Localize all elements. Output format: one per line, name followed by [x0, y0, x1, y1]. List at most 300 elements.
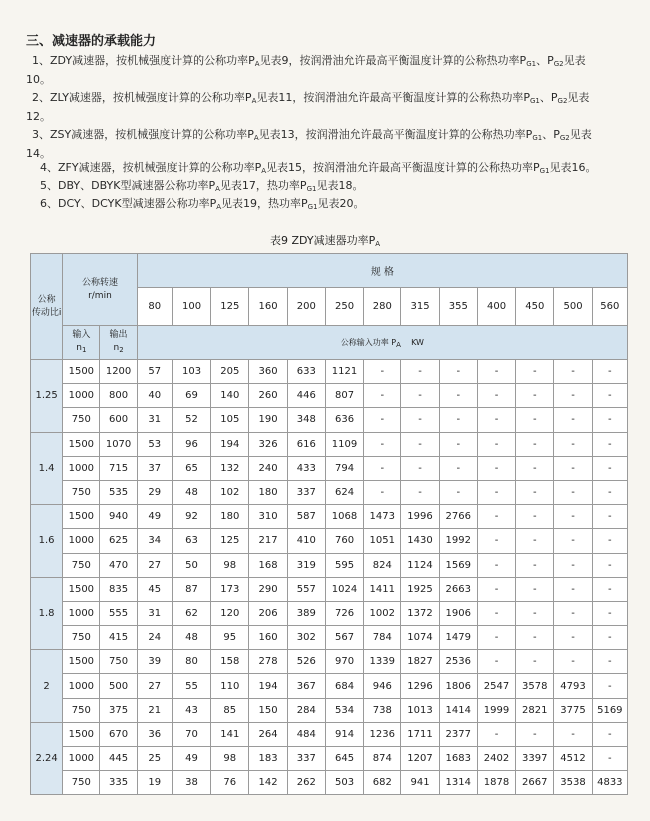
- power-value-cell: 2667: [516, 771, 554, 795]
- paragraph-3: [0, 127, 625, 162]
- power-value-cell: -: [401, 384, 439, 408]
- power-value-cell: 1683: [439, 747, 477, 771]
- text-run: 2、ZLY减速器，按机械强度计算的公称功率P: [32, 91, 252, 104]
- power-value-cell: 1996: [401, 505, 439, 529]
- power-value-cell: 784: [364, 626, 401, 650]
- paragraph-6: [0, 196, 625, 215]
- power-value-cell: 360: [249, 360, 287, 384]
- power-value-cell: 2377: [439, 722, 477, 746]
- ratio-cell: 1.8: [31, 577, 63, 650]
- power-value-cell: 1999: [477, 698, 515, 722]
- power-value-cell: 40: [137, 384, 172, 408]
- table-caption: [0, 232, 650, 248]
- text-run: 1、ZDY减速器，按机械强度计算的公称功率P: [32, 54, 255, 67]
- power-value-cell: 55: [172, 674, 210, 698]
- power-value-cell: 526: [287, 650, 325, 674]
- power-value-cell: -: [364, 408, 401, 432]
- power-value-cell: 2766: [439, 505, 477, 529]
- input-speed-cell: 1000: [63, 456, 100, 480]
- power-value-cell: 1124: [401, 553, 439, 577]
- power-value-cell: -: [364, 384, 401, 408]
- paragraph-line: [0, 127, 625, 146]
- power-value-cell: -: [477, 408, 515, 432]
- power-value-cell: -: [439, 408, 477, 432]
- power-value-cell: -: [554, 529, 592, 553]
- power-value-cell: -: [477, 384, 515, 408]
- power-value-cell: 24: [137, 626, 172, 650]
- power-value-cell: 194: [211, 432, 249, 456]
- power-value-cell: 142: [249, 771, 287, 795]
- power-value-cell: 645: [325, 747, 363, 771]
- subscript: A: [253, 134, 259, 142]
- text-run: 见表11，按润滑油允许最高平衡温度计算的公称热功率P: [256, 91, 530, 104]
- paragraph-4: [0, 160, 625, 179]
- power-value-cell: -: [592, 360, 627, 384]
- power-value-cell: 1806: [439, 674, 477, 698]
- power-value-cell: 1827: [401, 650, 439, 674]
- output-speed-cell: 835: [100, 577, 137, 601]
- size-header-cell: 100: [172, 288, 210, 326]
- size-header-cell: 125: [211, 288, 249, 326]
- subscript: G1: [530, 97, 540, 105]
- power-value-cell: 410: [287, 529, 325, 553]
- power-value-cell: 3578: [516, 674, 554, 698]
- table-row: [31, 456, 628, 480]
- power-value-cell: 27: [137, 553, 172, 577]
- power-value-cell: -: [401, 432, 439, 456]
- table-row: [31, 747, 628, 771]
- power-value-cell: 1479: [439, 626, 477, 650]
- power-value-cell: 63: [172, 529, 210, 553]
- power-value-cell: 38: [172, 771, 210, 795]
- power-value-cell: 120: [211, 601, 249, 625]
- power-value-cell: 45: [137, 577, 172, 601]
- power-value-cell: 824: [364, 553, 401, 577]
- power-value-cell: -: [477, 722, 515, 746]
- power-value-cell: -: [439, 456, 477, 480]
- text-run: 见表13，按润滑油允许最高平衡温度计算的公称热功率P: [258, 128, 533, 141]
- power-value-cell: 1339: [364, 650, 401, 674]
- text-run: 、P: [536, 54, 554, 67]
- power-value-cell: -: [516, 626, 554, 650]
- table-row: [31, 360, 628, 384]
- power-value-cell: 1473: [364, 505, 401, 529]
- power-value-cell: 92: [172, 505, 210, 529]
- table-row: [31, 553, 628, 577]
- output-speed-cell: 445: [100, 747, 137, 771]
- power-value-cell: 726: [325, 601, 363, 625]
- power-value-cell: 4833: [592, 771, 627, 795]
- power-value-cell: 52: [172, 408, 210, 432]
- power-value-cell: 102: [211, 480, 249, 504]
- power-value-cell: 190: [249, 408, 287, 432]
- power-value-cell: 39: [137, 650, 172, 674]
- power-value-cell: 27: [137, 674, 172, 698]
- power-value-cell: 624: [325, 480, 363, 504]
- subscript: G2: [557, 97, 568, 105]
- output-speed-cell: 750: [100, 650, 137, 674]
- power-value-cell: -: [439, 384, 477, 408]
- power-value-cell: 48: [172, 480, 210, 504]
- table-row: [31, 408, 628, 432]
- power-value-cell: 140: [211, 384, 249, 408]
- power-value-cell: 874: [364, 747, 401, 771]
- text-run: 、P: [539, 91, 558, 104]
- power-value-cell: 1296: [401, 674, 439, 698]
- power-value-cell: -: [516, 456, 554, 480]
- output-speed-cell: 500: [100, 674, 137, 698]
- size-header-cell: 355: [439, 288, 477, 326]
- power-value-cell: 206: [249, 601, 287, 625]
- power-value-cell: -: [401, 408, 439, 432]
- power-value-cell: 970: [325, 650, 363, 674]
- output-speed-cell: 625: [100, 529, 137, 553]
- power-value-cell: 1372: [401, 601, 439, 625]
- power-value-cell: 168: [249, 553, 287, 577]
- output-speed-cell: 1070: [100, 432, 137, 456]
- paragraph-line: [0, 196, 625, 215]
- section-heading: 三、减速器的承载能力: [26, 34, 157, 49]
- power-value-cell: 389: [287, 601, 325, 625]
- text-run: 见表: [567, 91, 590, 104]
- power-value-cell: 534: [325, 698, 363, 722]
- power-value-cell: -: [364, 456, 401, 480]
- power-value-cell: -: [516, 408, 554, 432]
- power-value-cell: 760: [325, 529, 363, 553]
- power-value-cell: 65: [172, 456, 210, 480]
- power-value-cell: 1414: [439, 698, 477, 722]
- ratio-cell: 2.24: [31, 722, 63, 795]
- power-value-cell: -: [592, 722, 627, 746]
- input-speed-cell: 1500: [63, 432, 100, 456]
- power-value-cell: 684: [325, 674, 363, 698]
- size-header-cell: 280: [364, 288, 401, 326]
- subscript: A: [215, 185, 220, 193]
- power-value-cell: 76: [211, 771, 249, 795]
- power-value-cell: -: [477, 360, 515, 384]
- size-header-cell: 315: [401, 288, 439, 326]
- power-table: [30, 253, 628, 795]
- text-run: 、P: [542, 128, 560, 141]
- power-value-cell: -: [554, 480, 592, 504]
- table-row: [31, 771, 628, 795]
- paragraph-2: [0, 90, 625, 125]
- table-row: [31, 577, 628, 601]
- power-value-cell: 217: [249, 529, 287, 553]
- power-value-cell: 2402: [477, 747, 515, 771]
- power-value-cell: 1569: [439, 553, 477, 577]
- power-value-cell: -: [516, 553, 554, 577]
- power-value-cell: -: [401, 360, 439, 384]
- table-row: [31, 529, 628, 553]
- size-header-cell: 500: [554, 288, 592, 326]
- power-value-cell: -: [592, 601, 627, 625]
- power-value-cell: 132: [211, 456, 249, 480]
- power-value-cell: 3538: [554, 771, 592, 795]
- power-value-cell: 43: [172, 698, 210, 722]
- output-speed-cell: 470: [100, 553, 137, 577]
- table-row: [31, 674, 628, 698]
- size-header-cell: 400: [477, 288, 515, 326]
- subscript: A: [251, 97, 257, 105]
- output-speed-cell: 335: [100, 771, 137, 795]
- power-value-cell: 1906: [439, 601, 477, 625]
- power-value-cell: 125: [211, 529, 249, 553]
- subscript: G2: [559, 134, 570, 142]
- power-value-cell: 2821: [516, 698, 554, 722]
- power-value-cell: 95: [211, 626, 249, 650]
- power-value-cell: -: [401, 456, 439, 480]
- power-value-cell: -: [439, 480, 477, 504]
- power-value-cell: -: [364, 432, 401, 456]
- input-speed-cell: 1500: [63, 360, 100, 384]
- power-value-cell: -: [592, 384, 627, 408]
- power-value-cell: 1074: [401, 626, 439, 650]
- power-value-cell: -: [592, 577, 627, 601]
- power-value-cell: 87: [172, 577, 210, 601]
- output-speed-cell: 535: [100, 480, 137, 504]
- power-value-cell: 337: [287, 480, 325, 504]
- power-value-cell: 595: [325, 553, 363, 577]
- power-value-cell: 337: [287, 747, 325, 771]
- power-value-cell: 31: [137, 601, 172, 625]
- power-value-cell: -: [477, 626, 515, 650]
- power-value-cell: 3397: [516, 747, 554, 771]
- power-value-cell: -: [477, 456, 515, 480]
- text-run: 见表19，热功率P: [221, 197, 308, 210]
- ratio-cell: 1.25: [31, 360, 63, 433]
- text-run: 6、DCY、DCYK型减速器公称功率P: [40, 197, 217, 210]
- power-value-cell: 85: [211, 698, 249, 722]
- input-speed-cell: 750: [63, 626, 100, 650]
- subscript: G2: [553, 60, 564, 68]
- ratio-cell: 2: [31, 650, 63, 723]
- power-value-cell: -: [516, 360, 554, 384]
- power-value-cell: 2547: [477, 674, 515, 698]
- power-value-cell: -: [516, 529, 554, 553]
- size-header-cell: 560: [592, 288, 627, 326]
- power-value-cell: 1430: [401, 529, 439, 553]
- power-value-cell: 1992: [439, 529, 477, 553]
- power-value-cell: 1002: [364, 601, 401, 625]
- power-value-cell: 173: [211, 577, 249, 601]
- input-speed-cell: 750: [63, 698, 100, 722]
- power-value-cell: 96: [172, 432, 210, 456]
- power-value-cell: -: [516, 432, 554, 456]
- subscript: G1: [532, 134, 543, 142]
- power-value-cell: 1109: [325, 432, 363, 456]
- text-run: 见表15，按润滑油允许最高平衡温度计算的公称热功率P: [266, 161, 540, 174]
- power-value-cell: 62: [172, 601, 210, 625]
- input-speed-cell: 1000: [63, 747, 100, 771]
- power-value-cell: -: [401, 480, 439, 504]
- power-value-cell: 682: [364, 771, 401, 795]
- power-value-cell: -: [592, 529, 627, 553]
- power-value-cell: -: [592, 480, 627, 504]
- power-value-cell: -: [592, 505, 627, 529]
- power-value-cell: 326: [249, 432, 287, 456]
- text-run: 见表16。: [549, 161, 597, 174]
- power-value-cell: -: [516, 577, 554, 601]
- input-speed-cell: 1000: [63, 384, 100, 408]
- power-value-cell: -: [477, 577, 515, 601]
- power-value-cell: -: [477, 505, 515, 529]
- paragraph-continuation: 10。: [26, 73, 51, 86]
- text-run: 见表17，热功率P: [219, 179, 307, 192]
- power-value-cell: 557: [287, 577, 325, 601]
- power-value-cell: 1024: [325, 577, 363, 601]
- power-value-cell: -: [554, 360, 592, 384]
- power-value-cell: -: [592, 650, 627, 674]
- subscript: G1: [526, 60, 537, 68]
- power-value-cell: 5169: [592, 698, 627, 722]
- output-speed-header: 输出 $n_2$: [100, 326, 137, 360]
- paragraph-continuation: 12。: [26, 110, 51, 123]
- paragraph-1: [0, 53, 625, 88]
- paragraph-line: [0, 160, 625, 179]
- output-speed-cell: 600: [100, 408, 137, 432]
- paragraph-continuation: 14。: [26, 147, 51, 160]
- power-value-cell: 794: [325, 456, 363, 480]
- power-value-cell: -: [477, 529, 515, 553]
- power-value-cell: -: [554, 384, 592, 408]
- input-speed-cell: 750: [63, 553, 100, 577]
- output-speed-cell: 555: [100, 601, 137, 625]
- power-value-cell: 807: [325, 384, 363, 408]
- power-value-cell: 158: [211, 650, 249, 674]
- power-value-cell: 34: [137, 529, 172, 553]
- power-value-cell: -: [592, 626, 627, 650]
- spec-header: 规 格: [137, 254, 627, 288]
- power-value-cell: 29: [137, 480, 172, 504]
- subscript: A: [261, 167, 267, 175]
- power-value-cell: 50: [172, 553, 210, 577]
- power-value-cell: -: [554, 553, 592, 577]
- output-speed-cell: 1200: [100, 360, 137, 384]
- power-value-cell: 1878: [477, 771, 515, 795]
- power-value-cell: 48: [172, 626, 210, 650]
- text-run: 见表20。: [317, 197, 365, 210]
- size-header-cell: 450: [516, 288, 554, 326]
- power-value-cell: 946: [364, 674, 401, 698]
- power-value-cell: 205: [211, 360, 249, 384]
- input-speed-cell: 750: [63, 480, 100, 504]
- power-value-cell: 1411: [364, 577, 401, 601]
- power-value-cell: 70: [172, 722, 210, 746]
- power-value-cell: -: [554, 408, 592, 432]
- table-row: [31, 432, 628, 456]
- power-value-cell: 110: [211, 674, 249, 698]
- table-row: [31, 384, 628, 408]
- size-header-cell: 200: [287, 288, 325, 326]
- power-value-cell: 2663: [439, 577, 477, 601]
- power-value-cell: -: [516, 650, 554, 674]
- text-run: 见表9，按润滑油允许最高平衡温度计算的公称热功率P: [259, 54, 527, 67]
- power-value-cell: 319: [287, 553, 325, 577]
- power-value-cell: 914: [325, 722, 363, 746]
- power-value-cell: 636: [325, 408, 363, 432]
- power-value-cell: -: [477, 650, 515, 674]
- power-value-cell: 1121: [325, 360, 363, 384]
- power-value-cell: 284: [287, 698, 325, 722]
- power-value-cell: -: [554, 456, 592, 480]
- power-value-cell: -: [554, 722, 592, 746]
- power-value-cell: 36: [137, 722, 172, 746]
- subscript: G1: [306, 185, 317, 193]
- subscript: G1: [539, 167, 550, 175]
- output-speed-cell: 800: [100, 384, 137, 408]
- power-value-cell: -: [516, 505, 554, 529]
- power-value-cell: 738: [364, 698, 401, 722]
- power-value-cell: 290: [249, 577, 287, 601]
- output-speed-cell: 670: [100, 722, 137, 746]
- power-value-cell: -: [554, 601, 592, 625]
- power-value-cell: -: [364, 360, 401, 384]
- input-speed-cell: 750: [63, 408, 100, 432]
- power-value-cell: 180: [249, 480, 287, 504]
- power-value-cell: 25: [137, 747, 172, 771]
- power-value-cell: 57: [137, 360, 172, 384]
- power-value-cell: 1068: [325, 505, 363, 529]
- input-speed-cell: 1500: [63, 722, 100, 746]
- input-speed-cell: 1000: [63, 674, 100, 698]
- subscript: A: [254, 60, 260, 68]
- power-value-cell: -: [477, 601, 515, 625]
- power-value-cell: 2536: [439, 650, 477, 674]
- power-value-cell: -: [592, 747, 627, 771]
- power-value-cell: 49: [172, 747, 210, 771]
- text-run: 3、ZSY减速器，按机械强度计算的公称功率P: [32, 128, 254, 141]
- power-value-cell: 278: [249, 650, 287, 674]
- power-value-cell: -: [364, 480, 401, 504]
- power-value-cell: -: [477, 553, 515, 577]
- power-value-cell: -: [477, 432, 515, 456]
- ratio-header: 公称 传动比i: [31, 254, 63, 360]
- table-row: [31, 698, 628, 722]
- text-run: 4、ZFY减速器，按机械强度计算的公称功率P: [40, 161, 262, 174]
- paragraph-line: [0, 53, 625, 72]
- power-value-cell: 49: [137, 505, 172, 529]
- paragraph-line: [0, 90, 625, 109]
- text-run: 5、DBY、DBYK型减速器公称功率P: [40, 179, 216, 192]
- power-value-cell: -: [592, 674, 627, 698]
- power-value-cell: 1207: [401, 747, 439, 771]
- power-value-cell: 21: [137, 698, 172, 722]
- power-value-cell: 160: [249, 626, 287, 650]
- text-run: 见表18。: [316, 179, 364, 192]
- power-value-cell: 484: [287, 722, 325, 746]
- power-value-cell: 1925: [401, 577, 439, 601]
- paragraph-line: [0, 178, 625, 197]
- input-speed-cell: 1000: [63, 601, 100, 625]
- input-speed-cell: 1500: [63, 505, 100, 529]
- power-value-cell: 183: [249, 747, 287, 771]
- table-row: [31, 480, 628, 504]
- power-value-cell: 260: [249, 384, 287, 408]
- power-value-cell: 31: [137, 408, 172, 432]
- power-value-cell: 80: [172, 650, 210, 674]
- power-value-cell: -: [439, 432, 477, 456]
- power-value-cell: 633: [287, 360, 325, 384]
- power-value-cell: 4512: [554, 747, 592, 771]
- power-value-cell: 141: [211, 722, 249, 746]
- power-value-cell: 1013: [401, 698, 439, 722]
- power-value-cell: 194: [249, 674, 287, 698]
- text-run: 见表: [563, 54, 586, 67]
- table-row: [31, 505, 628, 529]
- output-speed-cell: 375: [100, 698, 137, 722]
- subscript: G1: [307, 203, 318, 211]
